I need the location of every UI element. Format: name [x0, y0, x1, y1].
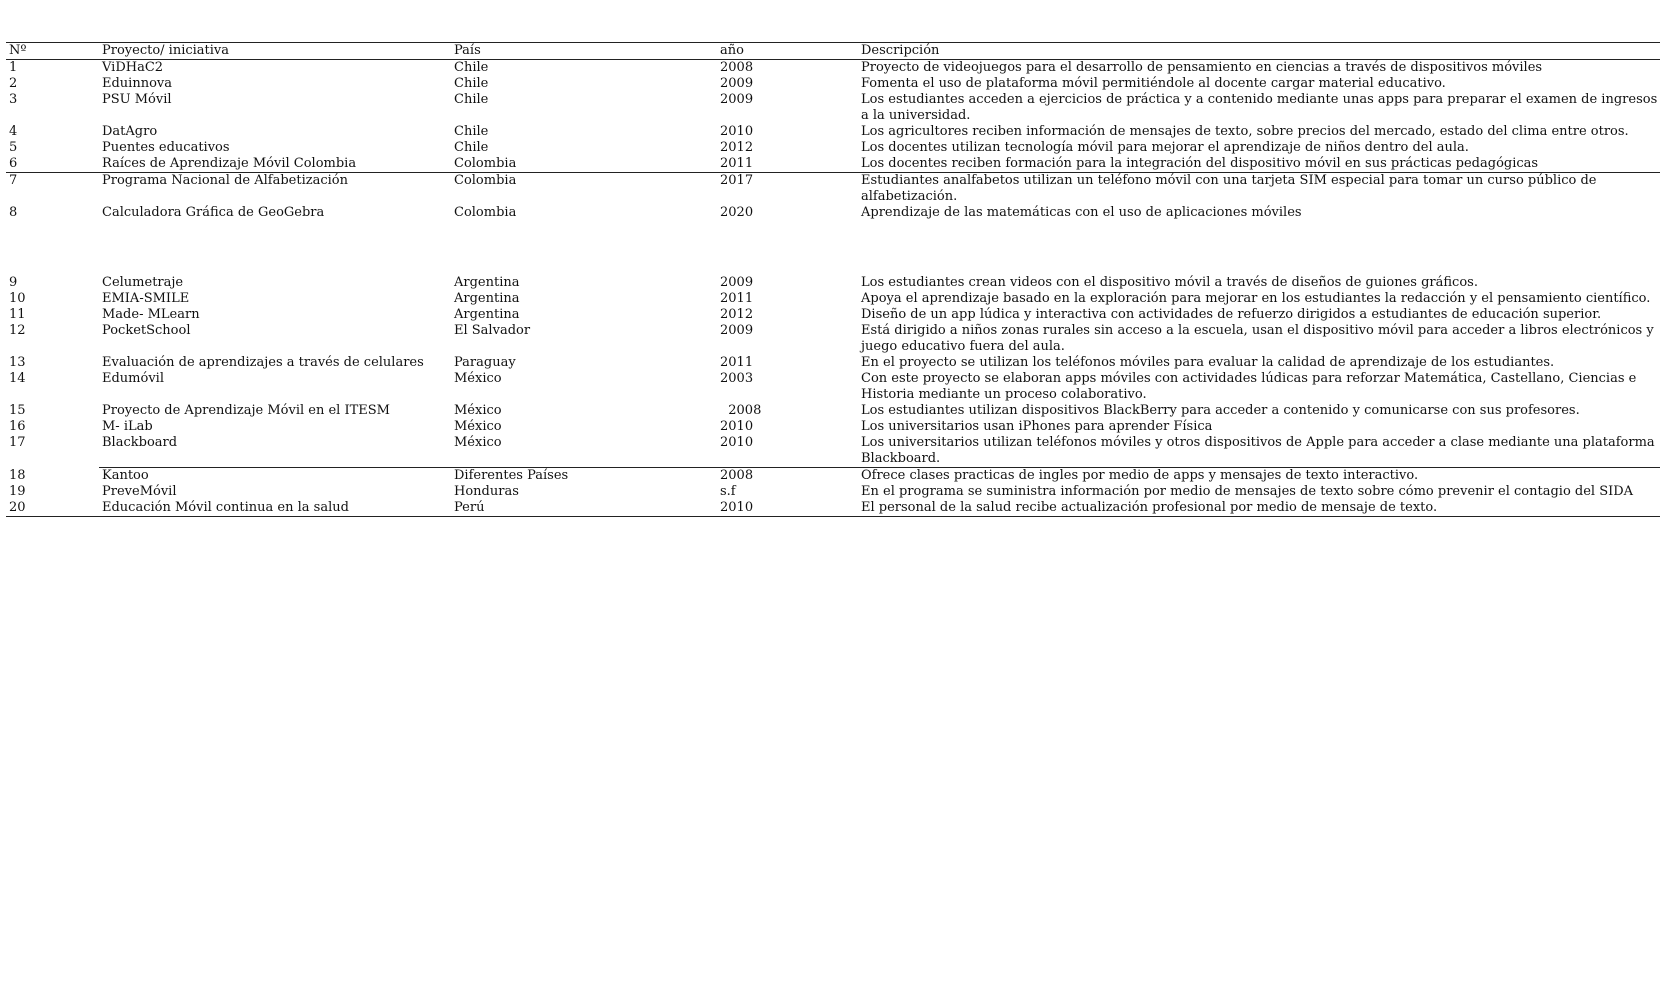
cell-year: 2009 — [720, 275, 754, 290]
cell-project: Proyecto de Aprendizaje Móvil en el ITESM — [102, 403, 390, 418]
cell-year: 2010 — [720, 419, 754, 434]
cell-country: Colombia — [451, 173, 717, 206]
header-number: Nº — [6, 43, 99, 60]
cell-number: 6 — [9, 156, 18, 171]
initiatives-table — [6, 42, 1660, 517]
cell-year: 2011 — [720, 355, 754, 370]
cell-country: Colombia — [454, 205, 517, 220]
table-row — [6, 323, 1660, 355]
cell-number: 18 — [9, 467, 26, 483]
cell-description: Los universitarios utilizan teléfonos móviles y otros dispositivos de Apple para acceder a clase mediante una plataforma Blackboard. — [861, 435, 1655, 466]
cell-description: Estudiantes analfabetos utilizan un teléfono móvil con una tarjeta SIM especial para tomar un curso público de alfabetización. — [858, 173, 1660, 206]
cell-year: 2010 — [720, 124, 754, 139]
cell-number: 5 — [9, 140, 18, 155]
table-body — [6, 60, 1660, 517]
cell-country: México — [454, 371, 502, 386]
cell-project: Eduinnova — [102, 76, 173, 91]
cell-project: DatAgro — [102, 124, 158, 139]
table-row — [6, 140, 1660, 156]
table-row — [6, 275, 1660, 291]
cell-number: 19 — [9, 484, 26, 499]
cell-description: En el programa se suministra información por medio de mensajes de texto sobre cómo prevenir el contagio del SIDA — [861, 484, 1634, 499]
cell-project: PreveMóvil — [102, 484, 177, 499]
cell-project: Celumetraje — [102, 275, 184, 290]
cell-number: 2 — [9, 76, 18, 91]
cell-description: Los docentes utilizan tecnología móvil para mejorar el aprendizaje de niños dentro del aula. — [861, 140, 1469, 155]
table-row — [6, 60, 1660, 77]
cell-project: Puentes educativos — [102, 140, 230, 155]
table-row — [6, 435, 1660, 468]
cell-number: 3 — [9, 92, 18, 107]
table-row — [6, 419, 1660, 435]
cell-description: Los estudiantes utilizan dispositivos BlackBerry para acceder a contenido y comunicarse con sus profesores. — [861, 403, 1580, 418]
cell-country: México — [454, 419, 502, 434]
cell-country: Diferentes Países — [451, 468, 717, 485]
cell-description: Proyecto de videojuegos para el desarrollo de pensamiento en ciencias a través de dispositivos móviles — [861, 60, 1543, 75]
cell-project: EMIA-SMILE — [102, 291, 190, 306]
cell-country: Perú — [451, 500, 717, 517]
table-row — [6, 76, 1660, 92]
cell-number: 13 — [9, 355, 26, 370]
table-row — [6, 124, 1660, 140]
cell-description: Los universitarios usan iPhones para aprender Física — [861, 419, 1213, 434]
cell-year: 2009 — [720, 323, 754, 338]
cell-project: ViDHaC2 — [102, 60, 164, 75]
cell-year: 2008 — [720, 60, 754, 75]
cell-project: Made- MLearn — [102, 307, 200, 322]
cell-country: Chile — [454, 60, 489, 75]
cell-number: 16 — [9, 419, 26, 434]
cell-project: Kantoo — [99, 468, 451, 485]
cell-year: s.f — [720, 484, 736, 499]
cell-description: Los estudiantes acceden a ejercicios de práctica y a contenido mediante unas apps para preparar el examen de ingresos a la universidad. — [861, 92, 1658, 123]
cell-description: Los estudiantes crean videos con el dispositivo móvil a través de diseños de guiones gráficos. — [861, 275, 1478, 290]
cell-country: México — [454, 435, 502, 450]
cell-description: Aprendizaje de las matemáticas con el uso de aplicaciones móviles — [861, 205, 1302, 220]
cell-number: 17 — [9, 435, 26, 450]
cell-number: 4 — [9, 124, 18, 139]
cell-year: 2009 — [720, 92, 754, 107]
table-row — [6, 500, 1660, 517]
cell-year: 2008 — [720, 403, 762, 418]
cell-project: PocketSchool — [102, 323, 191, 338]
table-row — [6, 205, 1660, 275]
cell-project: Raíces de Aprendizaje Móvil Colombia — [102, 156, 357, 171]
cell-description: El personal de la salud recibe actualización profesional por medio de mensaje de texto. — [858, 500, 1660, 517]
cell-project: PSU Móvil — [102, 92, 172, 107]
cell-project: Educación Móvil continua en la salud — [99, 500, 451, 517]
cell-number: 20 — [6, 500, 99, 517]
cell-number: 14 — [9, 371, 26, 386]
header-country: País — [451, 43, 717, 60]
cell-project: Evaluación de aprendizajes a través de celulares — [102, 355, 424, 370]
cell-country: Chile — [454, 140, 489, 155]
cell-year: 2010 — [717, 500, 858, 517]
table-header-row — [6, 43, 1660, 60]
cell-country: Paraguay — [454, 355, 516, 370]
cell-year: 2012 — [720, 307, 754, 322]
cell-country: Argentina — [454, 307, 520, 322]
cell-description: Diseño de un app lúdica y interactiva con actividades de refuerzo dirigidos a estudiantes de educación superior. — [861, 307, 1602, 322]
cell-year: 2017 — [717, 173, 858, 206]
table-row — [6, 355, 1660, 371]
table-row — [6, 92, 1660, 124]
cell-year: 2003 — [720, 371, 754, 386]
cell-country: Argentina — [454, 275, 520, 290]
table-row — [6, 291, 1660, 307]
cell-year: 2011 — [720, 291, 754, 306]
cell-year: 2009 — [720, 76, 754, 91]
cell-description: Está dirigido a niños zonas rurales sin acceso a la escuela, usan el dispositivo móvil para acceder a libros electrónicos y juego educativo fuera del aula. — [861, 323, 1654, 354]
cell-description: Ofrece clases practicas de ingles por medio de apps y mensajes de texto interactivo. — [858, 468, 1660, 485]
cell-number: 10 — [9, 291, 26, 306]
table-row — [6, 307, 1660, 323]
cell-country: Chile — [454, 124, 489, 139]
cell-year: 2011 — [720, 156, 754, 171]
cell-country: Chile — [454, 76, 489, 91]
cell-number: 1 — [9, 60, 18, 75]
cell-project: Blackboard — [102, 435, 178, 450]
cell-country: Honduras — [454, 484, 519, 499]
cell-year: 2012 — [720, 140, 754, 155]
table-row — [6, 173, 1660, 206]
cell-project: M- iLab — [102, 419, 153, 434]
cell-number: 8 — [9, 205, 18, 220]
cell-year: 2008 — [717, 468, 858, 485]
cell-country: Colombia — [454, 156, 517, 171]
cell-number: 7 — [6, 173, 99, 206]
cell-description: Apoya el aprendizaje basado en la exploración para mejorar en los estudiantes la redacción y el pensamiento científico. — [861, 291, 1651, 306]
cell-country: El Salvador — [454, 323, 531, 338]
cell-country: México — [454, 403, 502, 418]
table-row — [6, 371, 1660, 403]
table-row — [6, 403, 1660, 419]
cell-number: 12 — [9, 323, 26, 338]
cell-number: 15 — [9, 403, 26, 418]
cell-project: Edumóvil — [102, 371, 164, 386]
cell-project: Calculadora Gráfica de GeoGebra — [102, 205, 325, 220]
cell-description: Los agricultores reciben información de mensajes de texto, sobre precios del mercado, estado del clima entre otros. — [861, 124, 1629, 139]
cell-number: 11 — [9, 307, 26, 322]
cell-year: 2010 — [720, 435, 754, 450]
cell-country: Chile — [454, 92, 489, 107]
table-row — [6, 468, 1660, 485]
cell-description: Con este proyecto se elaboran apps móviles con actividades lúdicas para reforzar Matemática, Castellano, Ciencias e Historia mediante un proceso colaborativo. — [861, 371, 1637, 402]
cell-number: 9 — [9, 275, 18, 290]
cell-country: Argentina — [454, 291, 520, 306]
header-year: año — [717, 43, 858, 60]
cell-year: 2020 — [720, 205, 754, 220]
cell-project: Programa Nacional de Alfabetización — [99, 173, 451, 206]
table-row — [6, 484, 1660, 500]
cell-description: Fomenta el uso de plataforma móvil permitiéndole al docente cargar material educativo. — [861, 76, 1446, 91]
header-description: Descripción — [858, 43, 1660, 60]
header-project: Proyecto/ iniciativa — [99, 43, 451, 60]
cell-description: En el proyecto se utilizan los teléfonos móviles para evaluar la calidad de aprendizaje de los estudiantes. — [861, 355, 1555, 370]
cell-description: Los docentes reciben formación para la integración del dispositivo móvil en sus prácticas pedagógicas — [861, 156, 1539, 171]
table-row — [6, 156, 1660, 173]
